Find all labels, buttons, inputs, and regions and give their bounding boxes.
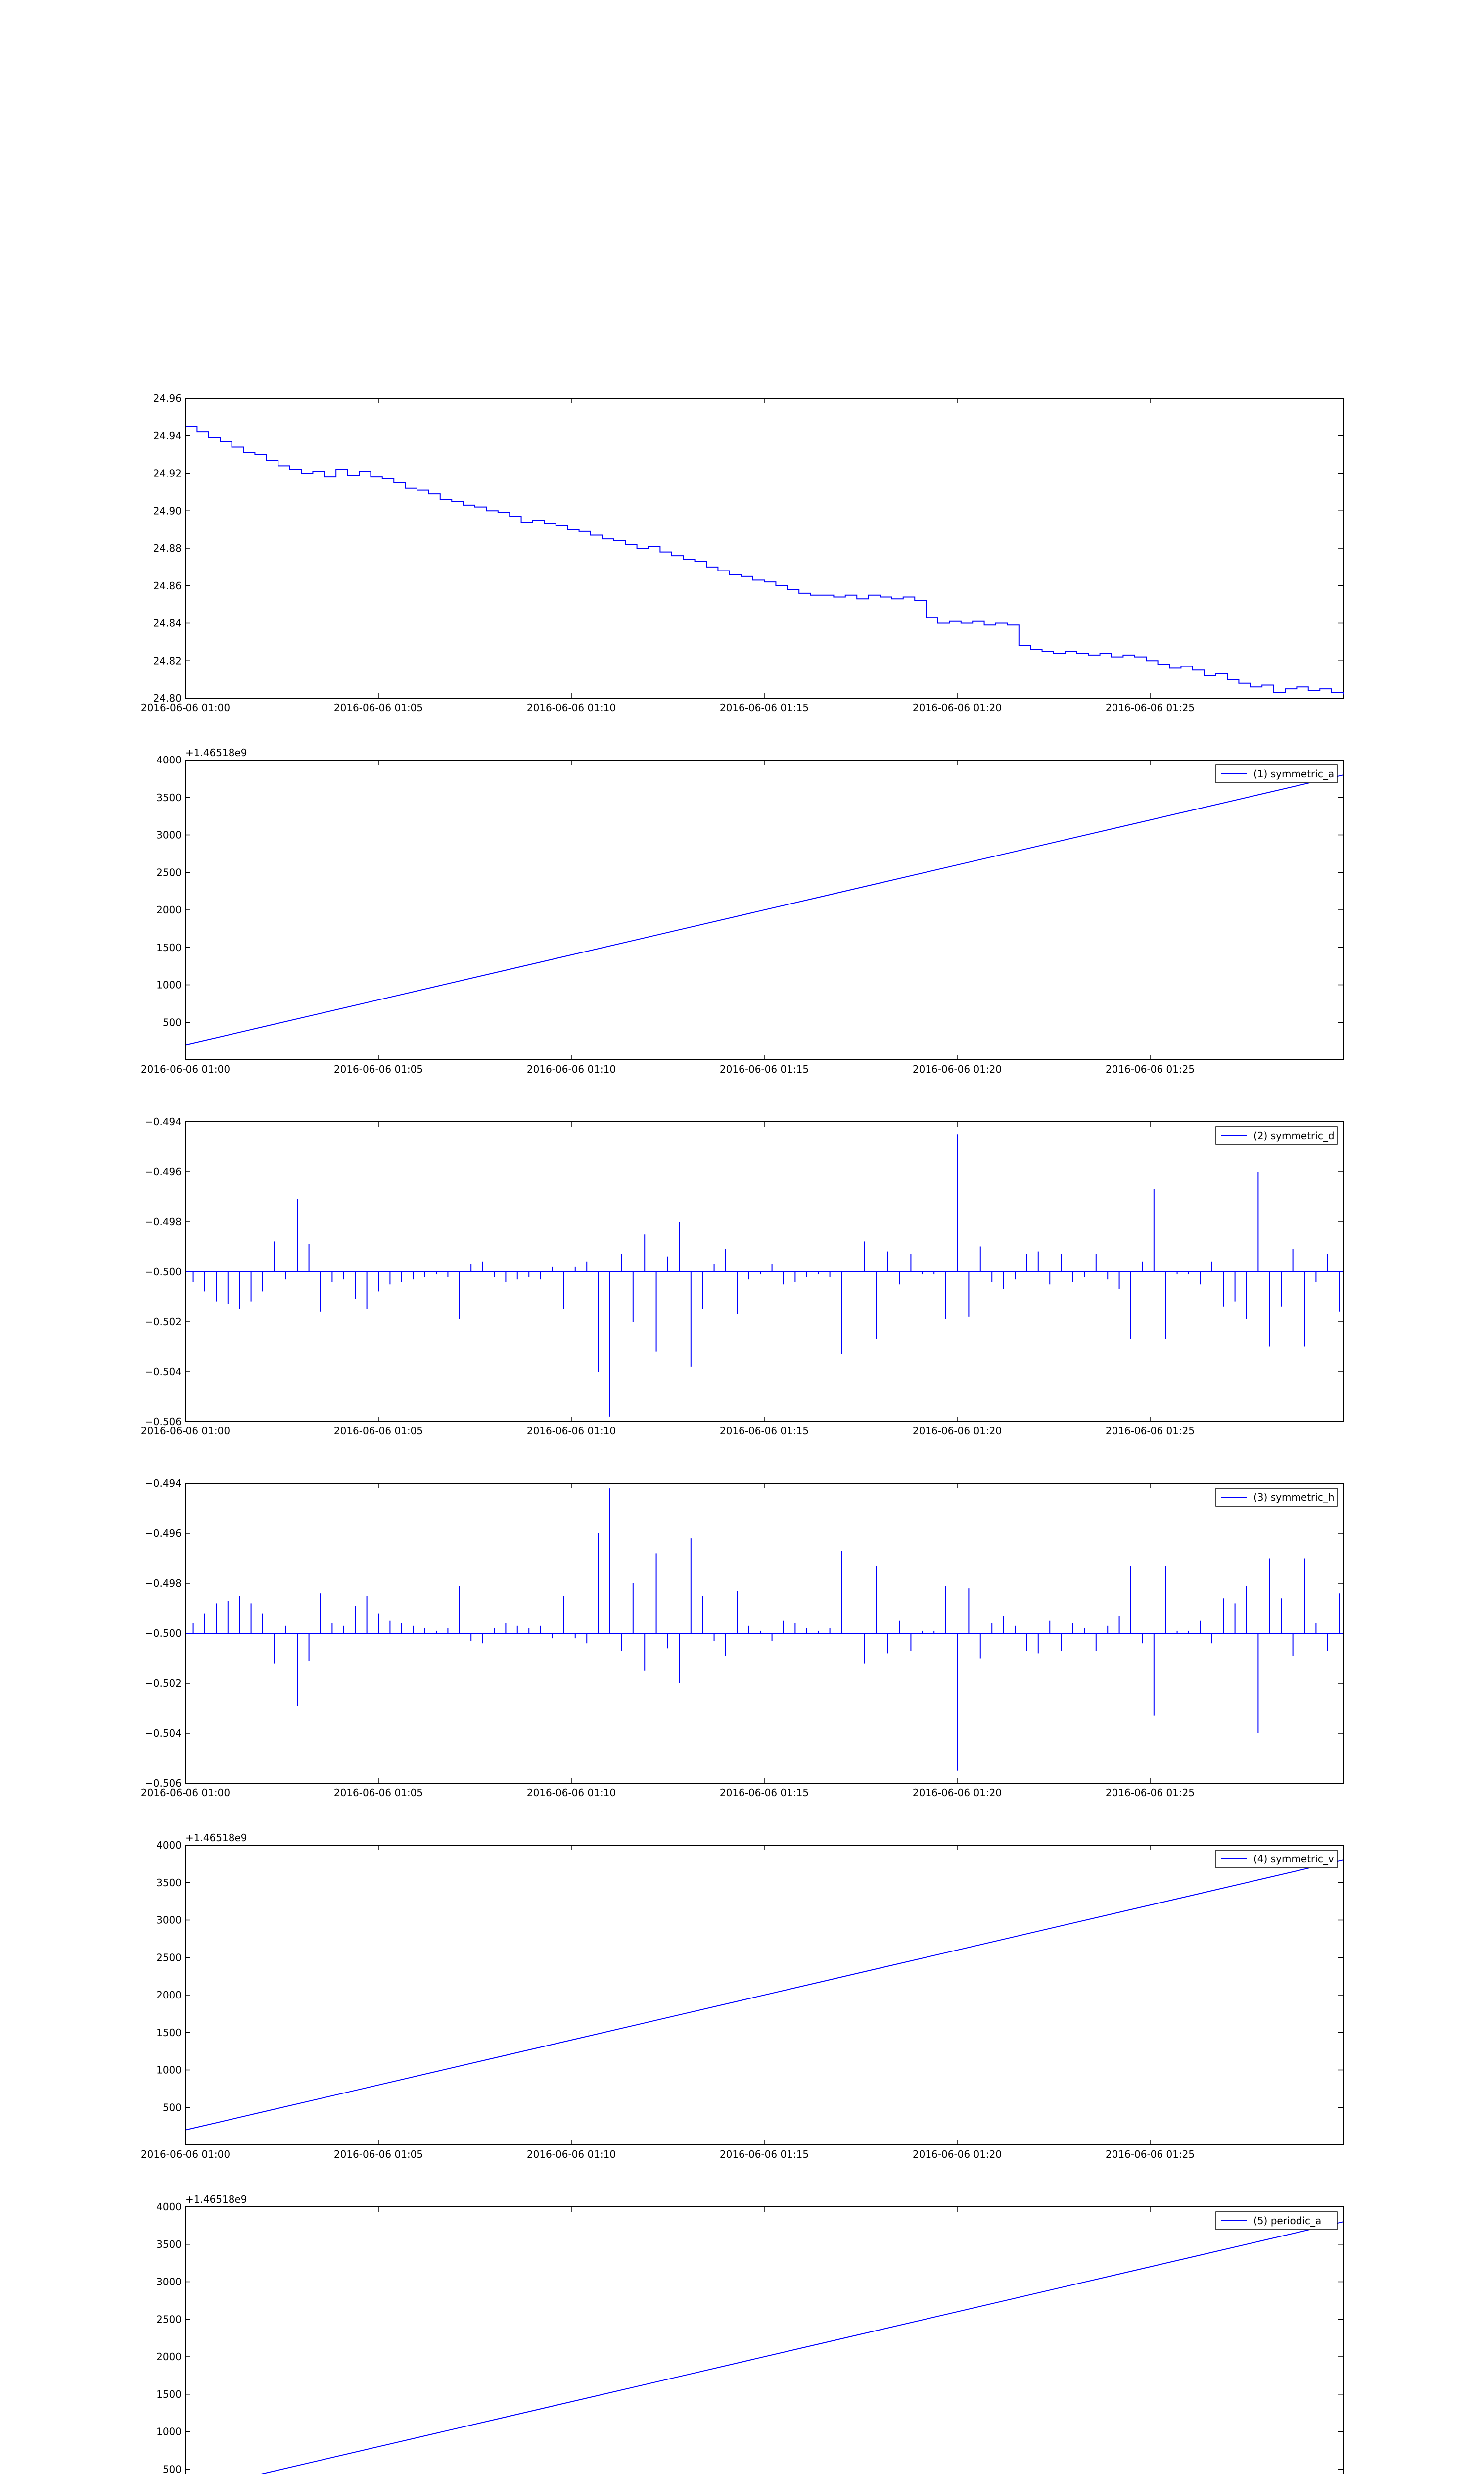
y-tick-label: 24.80	[153, 692, 182, 704]
x-tick-label: 2016-06-06 01:10	[526, 1787, 616, 1799]
y-tick-label: 24.92	[153, 467, 182, 479]
x-tick-label: 2016-06-06 01:15	[719, 702, 809, 714]
y-tick-label: 1000	[156, 2426, 182, 2438]
x-tick-label: 2016-06-06 01:20	[912, 702, 1002, 714]
y-tick-label: 4000	[156, 2201, 182, 2213]
legend-label: (4) symmetric_v	[1253, 1853, 1334, 1865]
y-tick-label: 3500	[156, 791, 182, 804]
y-tick-label: 1500	[156, 2026, 182, 2039]
y-tick-label: 2000	[156, 904, 182, 916]
y-tick-label: 1500	[156, 2388, 182, 2400]
x-tick-label: 2016-06-06 01:20	[912, 2148, 1002, 2160]
y-tick-label: −0.502	[144, 1316, 182, 1328]
y-tick-label: −0.498	[144, 1577, 182, 1589]
y-tick-label: 1500	[156, 941, 182, 953]
x-tick-label: 2016-06-06 01:05	[333, 1063, 423, 1075]
x-tick-label: 2016-06-06 01:15	[719, 2148, 809, 2160]
legend	[1216, 765, 1337, 783]
x-tick-label: 2016-06-06 01:00	[140, 1425, 231, 1437]
subplot-symmetric_d	[141, 1116, 1343, 1437]
y-offset-text: +1.46518e9	[186, 1832, 247, 1844]
y-tick-label: −0.496	[144, 1166, 182, 1178]
y-tick-label: 1000	[156, 979, 182, 991]
y-tick-label: 3500	[156, 1876, 182, 1889]
y-offset-text: +1.46518e9	[186, 2193, 247, 2205]
y-tick-label: −0.494	[144, 1477, 182, 1489]
y-tick-label: 2500	[156, 1951, 182, 1964]
x-tick-label: 2016-06-06 01:25	[1105, 702, 1195, 714]
x-tick-label: 2016-06-06 01:10	[526, 1063, 616, 1075]
y-tick-label: −0.504	[144, 1727, 182, 1739]
y-tick-label: 500	[162, 2101, 182, 2114]
legend	[1216, 1850, 1337, 1868]
y-tick-label: 500	[162, 2463, 182, 2474]
y-tick-label: 2500	[156, 2313, 182, 2326]
y-tick-label: −0.502	[144, 1677, 182, 1689]
legend-label: (1) symmetric_a	[1253, 768, 1335, 780]
x-tick-label: 2016-06-06 01:15	[719, 1425, 809, 1437]
legend-label: (5) periodic_a	[1253, 2215, 1322, 2227]
x-tick-label: 2016-06-06 01:25	[1105, 1787, 1195, 1799]
x-tick-label: 2016-06-06 01:05	[333, 2148, 423, 2160]
subplot-symmetric_v	[141, 1832, 1343, 2160]
y-tick-label: 24.88	[153, 542, 182, 554]
legend	[1216, 1127, 1337, 1144]
x-tick-label: 2016-06-06 01:15	[719, 1063, 809, 1075]
y-tick-label: 3500	[156, 2238, 182, 2250]
y-tick-label: −0.500	[144, 1627, 182, 1639]
plot-area	[186, 398, 1343, 698]
y-tick-label: 3000	[156, 1914, 182, 1926]
subplot-symmetric_a	[141, 747, 1343, 1075]
x-tick-label: 2016-06-06 01:05	[333, 1425, 423, 1437]
y-tick-label: 24.86	[153, 579, 182, 592]
y-tick-label: 24.94	[153, 429, 182, 442]
x-tick-label: 2016-06-06 01:00	[140, 2148, 231, 2160]
x-tick-label: 2016-06-06 01:10	[526, 702, 616, 714]
subplot-periodic_a	[141, 2193, 1343, 2474]
x-tick-label: 2016-06-06 01:20	[912, 1063, 1002, 1075]
subplot-symmetric_h	[141, 1477, 1343, 1799]
y-tick-label: −0.498	[144, 1216, 182, 1228]
x-tick-label: 2016-06-06 01:15	[719, 1787, 809, 1799]
plot-area	[186, 2207, 1343, 2474]
y-tick-label: −0.504	[144, 1366, 182, 1378]
x-tick-label: 2016-06-06 01:00	[140, 1063, 231, 1075]
y-tick-label: 2000	[156, 2351, 182, 2363]
y-tick-label: 24.82	[153, 655, 182, 667]
x-tick-label: 2016-06-06 01:10	[526, 1425, 616, 1437]
y-tick-label: 4000	[156, 1839, 182, 1851]
y-tick-label: 500	[162, 1016, 182, 1029]
y-tick-label: −0.494	[144, 1116, 182, 1128]
x-tick-label: 2016-06-06 01:05	[333, 1787, 423, 1799]
y-tick-label: −0.500	[144, 1266, 182, 1278]
y-tick-label: 3000	[156, 829, 182, 841]
y-tick-label: 24.96	[153, 392, 182, 404]
y-tick-label: 24.84	[153, 617, 182, 629]
subplot-frequency	[141, 392, 1343, 714]
x-tick-label: 2016-06-06 01:05	[333, 702, 423, 714]
x-tick-label: 2016-06-06 01:25	[1105, 1425, 1195, 1437]
y-offset-text: +1.46518e9	[186, 747, 247, 759]
y-tick-label: 4000	[156, 754, 182, 766]
x-tick-label: 2016-06-06 01:00	[140, 702, 231, 714]
y-tick-label: 2000	[156, 1989, 182, 2001]
y-tick-label: 24.90	[153, 505, 182, 517]
x-tick-label: 2016-06-06 01:20	[912, 1425, 1002, 1437]
y-tick-label: −0.496	[144, 1527, 182, 1539]
x-tick-label: 2016-06-06 01:00	[140, 1787, 231, 1799]
legend-label: (2) symmetric_d	[1253, 1130, 1335, 1142]
y-tick-label: 1000	[156, 2064, 182, 2076]
y-tick-label: −0.506	[144, 1416, 182, 1427]
x-tick-label: 2016-06-06 01:20	[912, 1787, 1002, 1799]
legend-label: (3) symmetric_h	[1253, 1491, 1335, 1503]
y-tick-label: 3000	[156, 2276, 182, 2288]
y-tick-label: 2500	[156, 866, 182, 879]
legend	[1216, 2212, 1337, 2230]
x-tick-label: 2016-06-06 01:25	[1105, 2148, 1195, 2160]
x-tick-label: 2016-06-06 01:25	[1105, 1063, 1195, 1075]
legend	[1216, 1488, 1337, 1506]
x-tick-label: 2016-06-06 01:10	[526, 2148, 616, 2160]
y-tick-label: −0.506	[144, 1777, 182, 1789]
